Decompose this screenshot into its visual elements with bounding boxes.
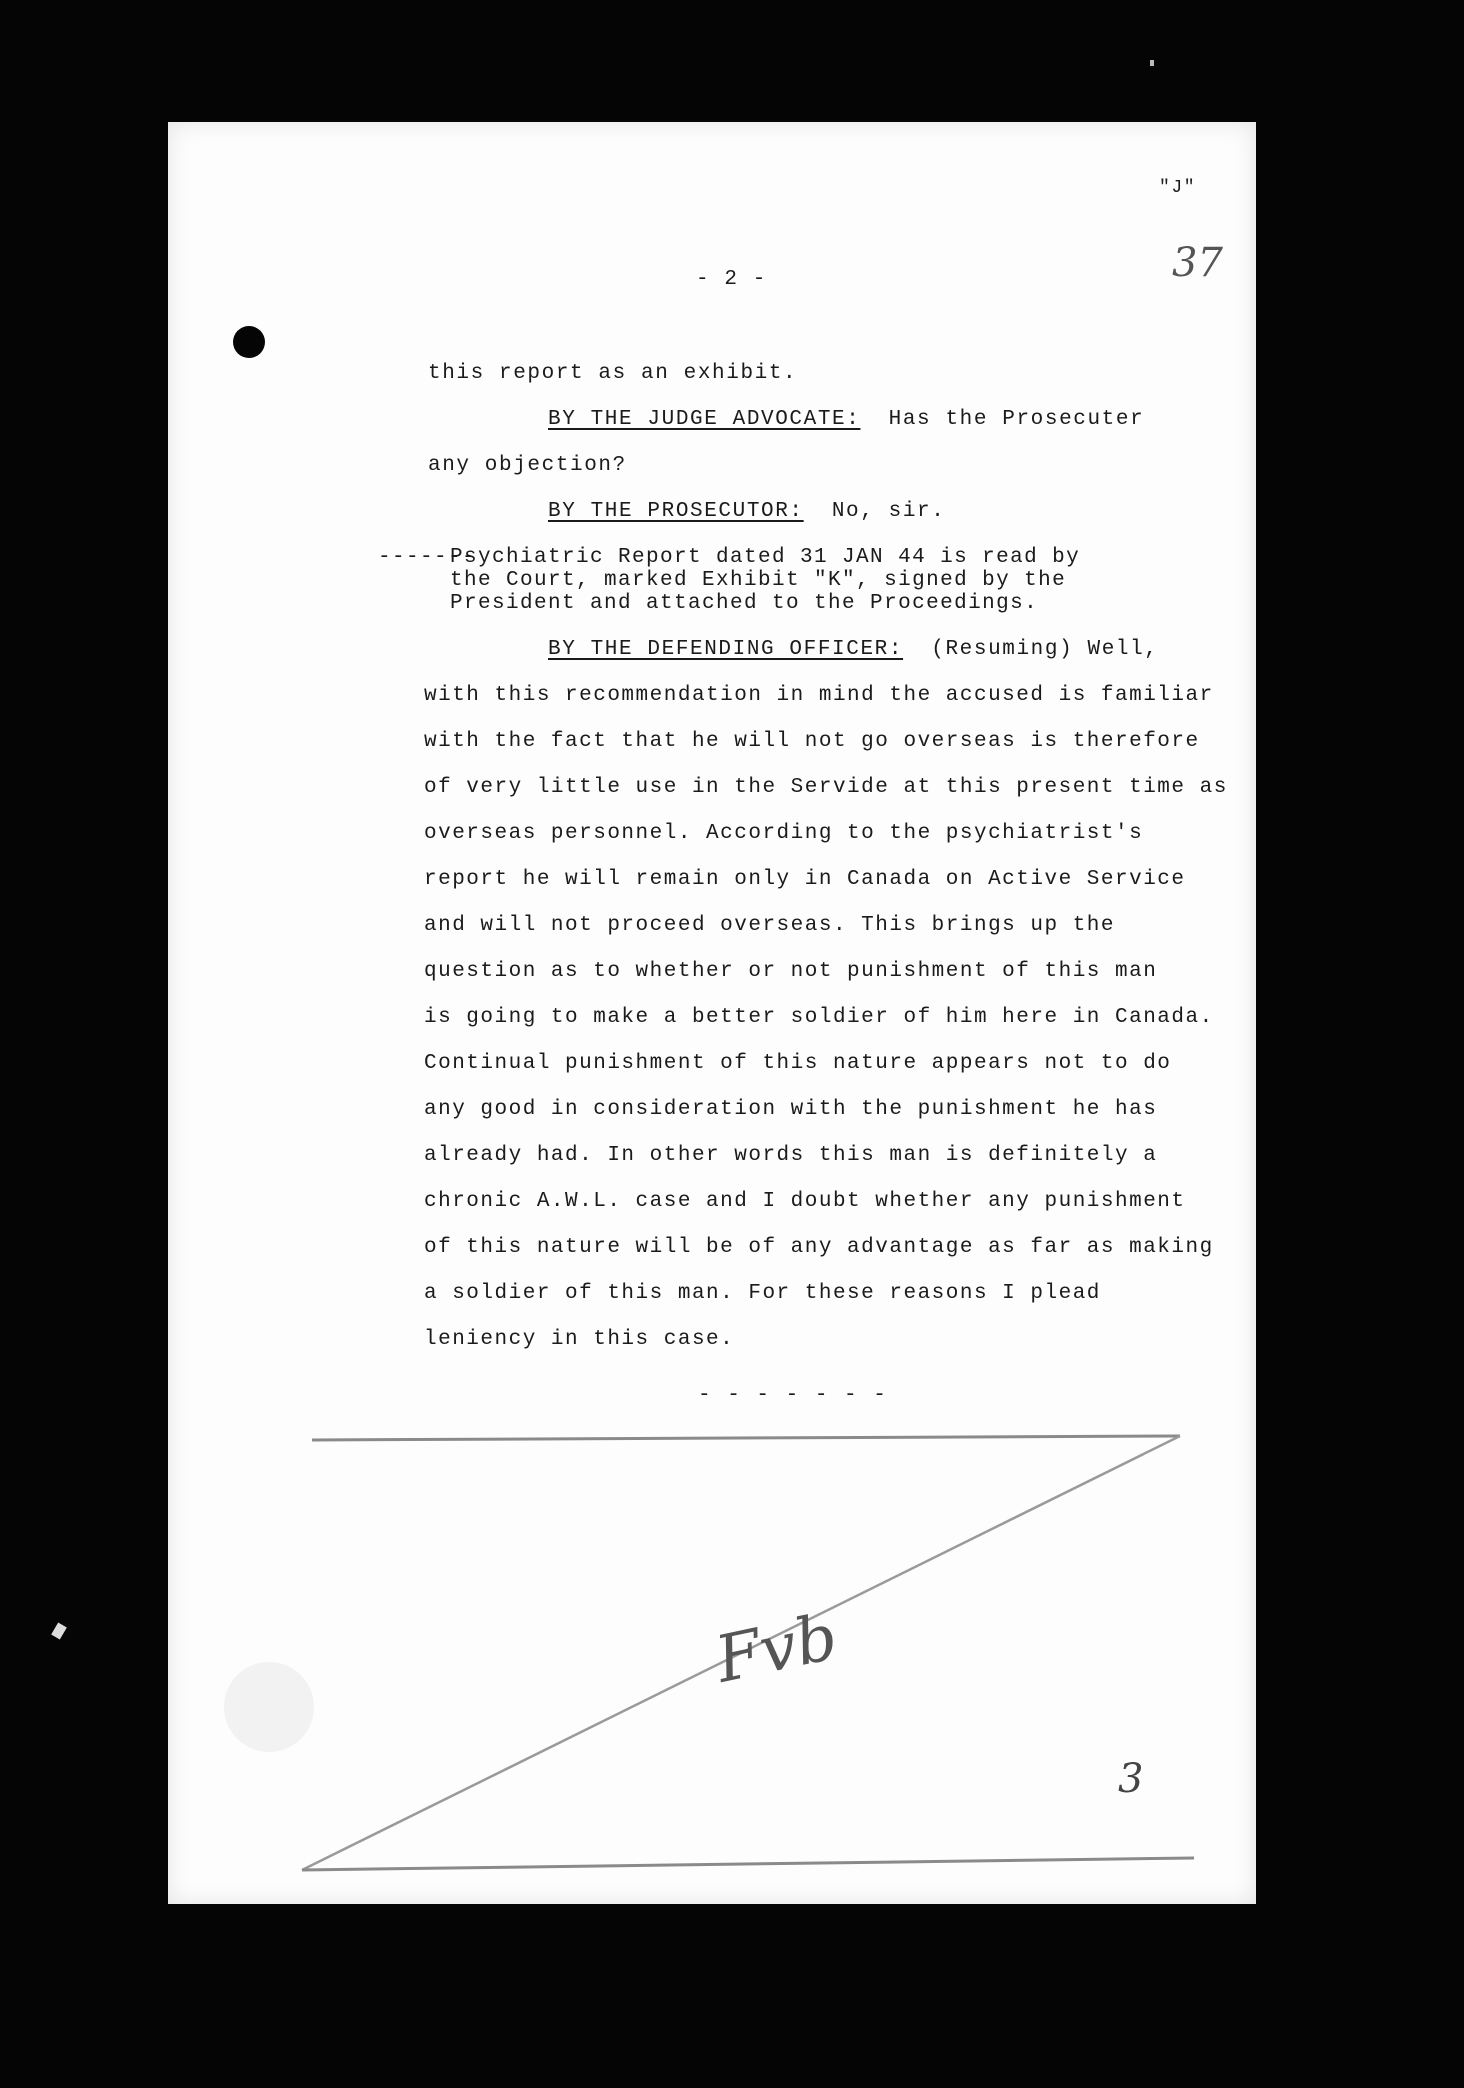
exhibit-line: Psychiatric Report dated 31 JAN 44 is read by: [450, 546, 1081, 569]
end-dashes: - - - - - - -: [698, 1384, 888, 1407]
paragraph-line: report he will remain only in Canada on Active Service: [424, 868, 1186, 891]
judge-advocate-question: Has the Prosecuter: [888, 408, 1145, 431]
speaker-label-prosecutor: BY THE PROSECUTOR:: [548, 500, 804, 523]
prosecutor-reply: No, sir.: [831, 500, 946, 523]
scan-artifact: [1150, 60, 1154, 66]
defending-officer-opening: (Resuming) Well,: [931, 638, 1159, 661]
page-count-mark: 3: [1118, 1756, 1144, 1802]
speaker-label-judge-advocate: BY THE JUDGE ADVOCATE:: [548, 408, 861, 431]
document-page: [168, 122, 1256, 1904]
paragraph-line: Continual punishment of this nature appears not to do: [424, 1052, 1172, 1075]
document-mark: "J": [1159, 178, 1197, 198]
paragraph-line: of very little use in the Servide at this present time as: [424, 776, 1228, 799]
paragraph-line: of this nature will be of any advantage as far as making: [424, 1236, 1214, 1259]
paragraph-line: and will not proceed overseas. This brings up the: [424, 914, 1116, 937]
paragraph-line: with the fact that he will not go overseas is therefore: [424, 730, 1200, 753]
opening-line: this report as an exhibit.: [428, 362, 798, 385]
paragraph-line: is going to make a better soldier of him here in Canada.: [424, 1006, 1214, 1029]
paragraph-line: leniency in this case.: [424, 1328, 735, 1351]
paragraph-line: already had. In other words this man is definitely a: [424, 1144, 1158, 1167]
folio-number: 37: [1172, 240, 1223, 286]
speaker-label-defending-officer: BY THE DEFENDING OFFICER:: [548, 638, 904, 661]
scan-speck: [224, 1662, 314, 1752]
paragraph-line: question as to whether or not punishment of this man: [424, 960, 1158, 983]
paragraph-line: overseas personnel. According to the psychiatrist's: [424, 822, 1144, 845]
paragraph-line: chronic A.W.L. case and I doubt whether any punishment: [424, 1190, 1186, 1213]
exhibit-line: the Court, marked Exhibit "K", signed by the: [450, 569, 1067, 592]
paragraph-line: with this recommendation in mind the accused is familiar: [424, 684, 1214, 707]
scan-artifact: [51, 1622, 67, 1639]
paragraph-line: any good in consideration with the punishment he has: [424, 1098, 1158, 1121]
page-number: - 2 -: [696, 268, 768, 291]
handwritten-initials: Fvb: [709, 1600, 844, 1698]
exhibit-dash: -------: [378, 546, 477, 569]
paragraph-line: a soldier of this man. For these reasons I plead: [424, 1282, 1101, 1305]
judge-advocate-line-2: any objection?: [428, 454, 627, 477]
exhibit-line: President and attached to the Proceedings.: [450, 592, 1039, 615]
